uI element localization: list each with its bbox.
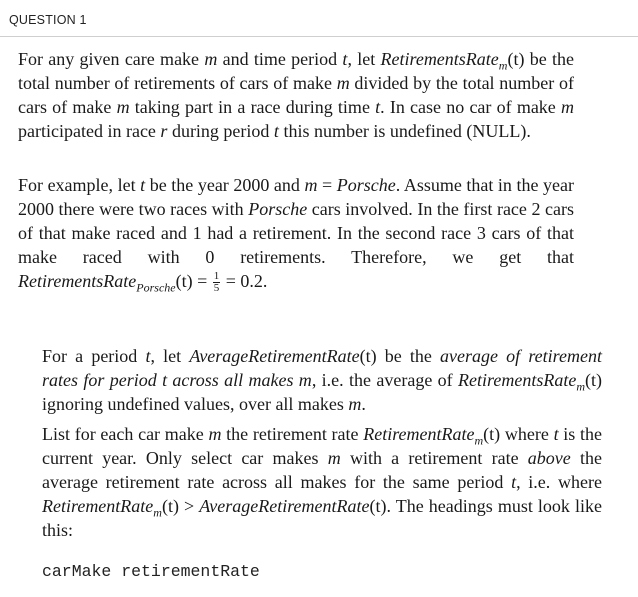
fraction: $\frac{1}{5}$: [213, 270, 220, 295]
average-definition-paragraph: For a period t, let AverageRetirementRate(t) be the average of retirement rates for period t across all makes m, i.e. the average of RetirementsRate$_m$(t) ignoring undefined values, over all makes m.: [42, 346, 602, 414]
header-divider: [0, 36, 638, 37]
example-paragraph: For example, let t be the year 2000 and m = Porsche. Assume that in the year 2000 there were two races with Porsche cars involved. In the first race 2 cars of that make raced and 1 had a retirement. In the second race 3 cars of that make raced with 0 retirements. Therefore, we get that RetirementsRate$_{Porsche}$(t) = $\frac{1}{5}$ = 0.2.: [18, 175, 575, 295]
definition-paragraph: For any given care make m and time period t, let RetirementsRate$_m$(t) be the total number of retirements of cars of make m divided by the total number of cars of make m taking part in a race during time t. In case no car of make m participated in race r during period t this number is undefined (NULL).: [18, 49, 575, 141]
question-label: QUESTION 1: [9, 13, 87, 27]
headings-code: carMake retirementRate: [42, 562, 260, 581]
task-paragraph: List for each car make m the retirement rate RetirementRate$_m$(t) where t is the current year. Only select car makes m with a retirement rate above the average retirement rate across all makes for the same period t, i.e. where RetirementRate$_m$(t) > AverageRetirementRate(t). The headings must look like this:: [42, 424, 602, 540]
